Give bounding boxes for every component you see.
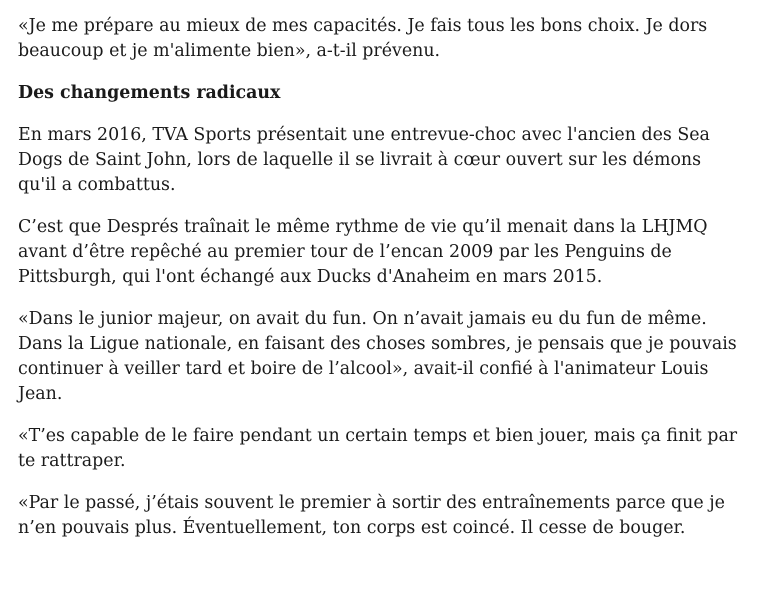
paragraph-interview: En mars 2016, TVA Sports présentait une entrevue-choc avec l'ancien des Sea Dogs de Saint John, lors de laquelle il se livrait à cœur ouvert sur les démons qu'il a combattus. <box>18 125 710 195</box>
section-subheading: Des changements radicaux <box>18 83 281 103</box>
paragraph-quote-preparation: «Je me prépare au mieux de mes capacités. Je fais tous les bons choix. Je dors beaucoup et je m'alimente bien», a-t-il prévenu. <box>18 16 708 61</box>
paragraph-quote-capable: «T’es capable de le faire pendant un certain temps et bien jouer, mais ça finit par te rattraper. <box>18 426 738 471</box>
paragraph-lifestyle: C’est que Després traînait le même rythme de vie qu’il menait dans la LHJMQ avant d’être repêché au premier tour de l’encan 2009 par les Penguins de Pittsburgh, qui l'ont échangé aux Ducks d'Anaheim en mars 2015. <box>18 217 708 287</box>
paragraph-quote-past: «Par le passé, j’étais souvent le premier à sortir des entraînements parce que je n’en pouvais plus. Éventuellement, ton corps est coincé. Il cesse de bouger. <box>18 493 725 538</box>
paragraph-quote-junior: «Dans le junior majeur, on avait du fun. On n’avait jamais eu du fun de même. Dans la Ligue nationale, en faisant des choses sombres, je pensais que je pouvais continuer à veiller tard et boire de l’alcool», avait-il confié à l'animateur Louis Jean. <box>18 309 737 404</box>
